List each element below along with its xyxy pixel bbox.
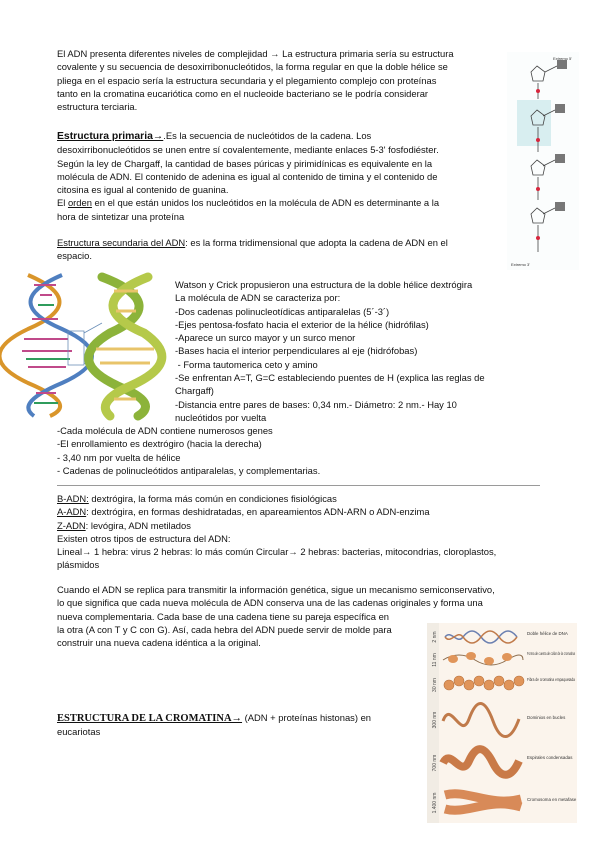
primaria-text: .Es la secuencia de nucleótidos de la cadena. Los (163, 130, 372, 141)
chromatin-size: 300 nm (432, 711, 438, 729)
watson-section (175, 278, 555, 424)
forms-other-line: plásmidos (57, 559, 100, 571)
watson-line: -Bases hacia el interior perpendiculares al eje (hidrófobas) (175, 345, 418, 357)
watson-line: - Forma tautomerica ceto y amino (175, 358, 318, 370)
section-divider (57, 485, 540, 486)
watson-line: -Aparece un surco mayor y un surco menor (175, 332, 356, 344)
primaria-line: Según la ley de Chargaff, la cantidad de bases púricas y pirimidínicas es equivalente en la (57, 157, 433, 169)
watson-line: Watson y Crick propusieron una estructura de la doble hélice dextrógira (175, 279, 473, 290)
replication-line: construir una nueva cadena idéntica a la original. (57, 637, 261, 649)
primaria-line: desoxirribonucleótidos se unen entre sí covalentemente, mediante enlaces 5-3' fosfodiéster. (57, 144, 439, 156)
b-adn-line: B-ADN: dextrógira, la forma más común en condiciones fisiológicas (57, 493, 337, 504)
chromatin-size: 2 nm (432, 631, 438, 643)
chromatin-size: 700 nm (432, 754, 438, 772)
z-adn-line: Z-ADN: levógira, ADN metilados (57, 519, 191, 531)
chromatin-size: 11 nm (432, 653, 438, 667)
forms-section (57, 492, 547, 572)
feature-item: - 3,40 nm por vuelta de hélice (57, 451, 181, 463)
cromatina-line: ESTRUCTURA DE LA CROMATINA→ (ADN + proteínas histonas) en (57, 712, 372, 724)
feature-item: -Cada molécula de ADN contiene numerosos genes (57, 425, 273, 436)
primaria-line: citosina es igual al contenido de guanina. (57, 184, 229, 196)
secundaria-heading: Estructura secundaria del ADN (57, 237, 186, 248)
chromatin-label: Doble hélice de DNA (527, 631, 568, 636)
secundaria-section (57, 236, 507, 263)
orden-line: El orden en el que están unidos los nucleótidos en la molécula de ADN es determinante a la (57, 197, 440, 209)
chromatin-label: Cromosoma en metafase (527, 797, 577, 802)
intro-line: tanto en la cromatina eucariótica como en el nucleoide bacteriano se le podría considerar (57, 87, 429, 99)
replication-line: nueva complementaria. Cada base de una cadena tiene su pareja específica en (57, 610, 389, 622)
chromatin-label: Espirales condensadas (527, 755, 573, 760)
intro-line: El ADN presenta diferentes niveles de complejidad → La estructura primaria sería su estructura (57, 48, 454, 59)
replication-line: lo que significa que cada nueva molécula de ADN conserva una de las cadenas originales y forma una (57, 597, 483, 609)
intro-line: covalente y su secuencia de desoxirribonucleótidos, la forma regular en que la doble hélice se (57, 61, 448, 73)
chromatin-label: Forma de cuenta de collar de la cromatina (527, 651, 576, 656)
primaria-heading: Estructura primaria→ (57, 131, 164, 142)
cromatina-section (57, 711, 417, 739)
features-list (57, 424, 517, 477)
chromatin-levels-figure (427, 623, 577, 823)
chromatin-label: Dominios en bucles (527, 715, 566, 720)
chromatin-size: 1.400 nm (432, 792, 438, 814)
b-adn-label: B-ADN: (57, 493, 89, 504)
secundaria-line: espacio. (57, 250, 92, 262)
forms-other-title: Existen otros tipos de estructura del ADN: (57, 532, 231, 544)
feature-item: - Cadenas de polinucleótidos antiparalelas, y complementarias. (57, 464, 321, 476)
replication-line: la otra (A con T y C con G). Así, cada hebra del ADN puede servir de molde para (57, 623, 392, 635)
watson-line: -Ejes pentosa-fosfato hacia el exterior de la hélice (hidrófilas) (175, 318, 429, 330)
cromatina-line: eucariotas (57, 726, 101, 738)
watson-line: La molécula de ADN se caracteriza por: (175, 292, 341, 304)
intro-line: estructura terciaria. (57, 101, 138, 113)
primaria-line: hora de sintetizar una proteína (57, 210, 185, 222)
secundaria-line: Estructura secundaria del ADN: es la forma tridimensional que adopta la cadena de ADN en el (57, 237, 448, 248)
chromatin-label: Fibra de cromatina empaquetada (527, 677, 576, 682)
nucleotide-label-5: Extremo 5' (553, 56, 572, 61)
double-helix-figure (10, 271, 168, 416)
feature-item: -El enrollamiento es dextrógiro (hacia la derecha) (57, 438, 262, 450)
primaria-line: molécula de ADN. El contenido de adenina es igual al contenido de timina y el contenido de (57, 170, 438, 182)
cromatina-heading: ESTRUCTURA DE LA CROMATINA→ (57, 713, 243, 724)
replication-line: Cuando el ADN se replica para transmitir la información genética, sigue un mecanismo semiconservativo, (57, 584, 495, 595)
z-adn-label: Z-ADN (57, 519, 86, 531)
watson-line: -Dos cadenas polinucleotídicas antiparalelas (5´-3´) (175, 305, 390, 317)
chromatin-size: 30 nm (432, 678, 438, 692)
watson-line: -Se enfrentan A=T, G=C estableciendo puentes de H (explica las reglas de (175, 372, 485, 384)
nucleotide-label-3: Extremo 3' (511, 262, 530, 267)
a-adn-label: A-ADN (57, 506, 87, 518)
orden-word: orden (67, 197, 92, 209)
watson-line: -Distancia entre pares de bases: 0,34 nm.- Diámetro: 2 nm.- Hay 10 (175, 398, 457, 410)
a-adn-line: A-ADN: dextrógira, en formas deshidratadas, en apareamientos ADN-ARN o ADN-enzima (57, 506, 430, 518)
forms-other-line: Lineal→ 1 hebra: virus 2 hebras: lo más común Circular→ 2 hebras: bacterias, mitocondrias, cloroplastos, (57, 546, 497, 558)
primaria-line (57, 129, 507, 143)
primaria-section (57, 129, 507, 223)
watson-line: Chargaff) (175, 385, 214, 397)
intro-line: pliega en el espacio sería la estructura secundaria y el plegamiento complejo con proteínas (57, 74, 437, 86)
watson-line: nucleótidos por vuelta (175, 411, 267, 423)
nucleotide-chain-figure (507, 52, 579, 270)
intro-paragraph (57, 47, 497, 113)
